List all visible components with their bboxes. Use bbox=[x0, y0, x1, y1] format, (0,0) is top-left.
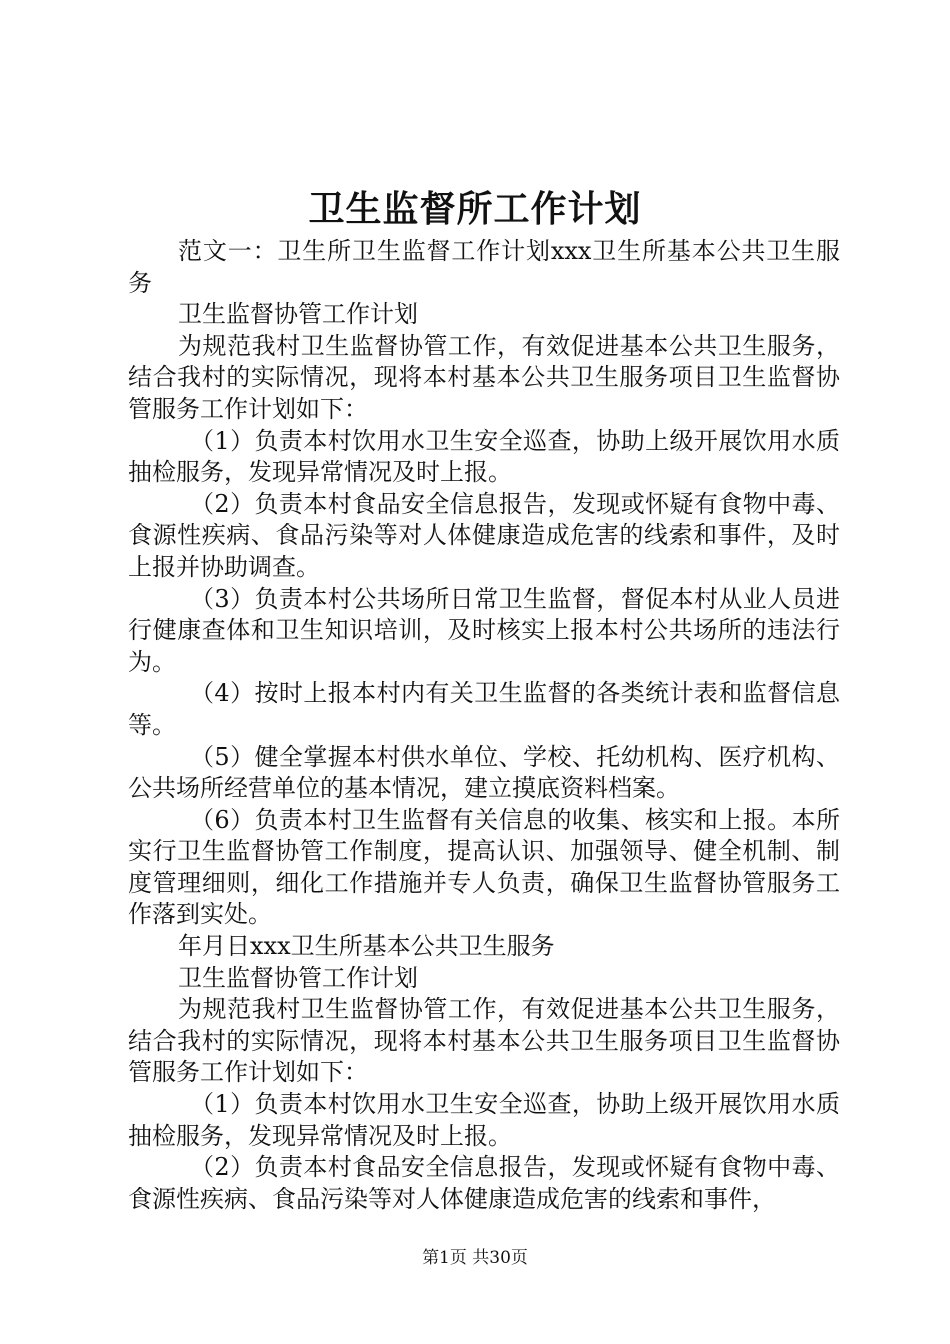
document-body bbox=[128, 236, 840, 1215]
paragraph: 为规范我村卫生监督协管工作，有效促进基本公共卫生服务，结合我村的实际情况，现将本村基本公共卫生服务项目卫生监督协管服务工作计划如下： bbox=[128, 995, 840, 1087]
paragraph: 卫生监督协管工作计划 bbox=[178, 300, 418, 329]
list-item: （2）负责本村食品安全信息报告，发现或怀疑有食物中毒、食源性疾病、食品污染等对人体健康造成危害的线索和事件， bbox=[128, 1153, 840, 1213]
paragraph: 范文一：卫生所卫生监督工作计划xxx卫生所基本公共卫生服务 bbox=[128, 237, 840, 297]
list-item: （1）负责本村饮用水卫生安全巡查，协助上级开展饮用水质抽检服务，发现异常情况及时上报。 bbox=[128, 426, 840, 487]
list-item: （3）负责本村公共场所日常卫生监督，督促本村从业人员进行健康查体和卫生知识培训，及时核实上报本村公共场所的违法行为。 bbox=[128, 584, 840, 676]
paragraph: 为规范我村卫生监督协管工作，有效促进基本公共卫生服务，结合我村的实际情况，现将本村基本公共卫生服务项目卫生监督协管服务工作计划如下： bbox=[128, 331, 840, 423]
list-item: （1）负责本村饮用水卫生安全巡查，协助上级开展饮用水质抽检服务，发现异常情况及时上报。 bbox=[128, 1090, 840, 1150]
list-item: （4）按时上报本村内有关卫生监督的各类统计表和监督信息等。 bbox=[128, 679, 840, 739]
document-title: 卫生监督所工作计划 bbox=[308, 188, 642, 230]
paragraph: 卫生监督协管工作计划 bbox=[178, 963, 418, 992]
list-item: （2）负责本村食品安全信息报告，发现或怀疑有食物中毒、食源性疾病、食品污染等对人体健康造成危害的线索和事件，及时上报并协助调查。 bbox=[128, 489, 840, 581]
list-item: （5）健全掌握本村供水单位、学校、托幼机构、医疗机构、公共场所经营单位的基本情况，建立摸底资料档案。 bbox=[128, 742, 840, 803]
page-number: 第1页 共30页 bbox=[422, 1248, 528, 1268]
list-item: （6）负责本村卫生监督有关信息的收集、核实和上报。本所实行卫生监督协管工作制度，提高认识、加强领导、健全机制、制度管理细则，细化工作措施并专人负责，确保卫生监督协管服务工作落到实处。 bbox=[128, 805, 840, 929]
paragraph: 年月日xxx卫生所基本公共卫生服务 bbox=[178, 932, 555, 961]
